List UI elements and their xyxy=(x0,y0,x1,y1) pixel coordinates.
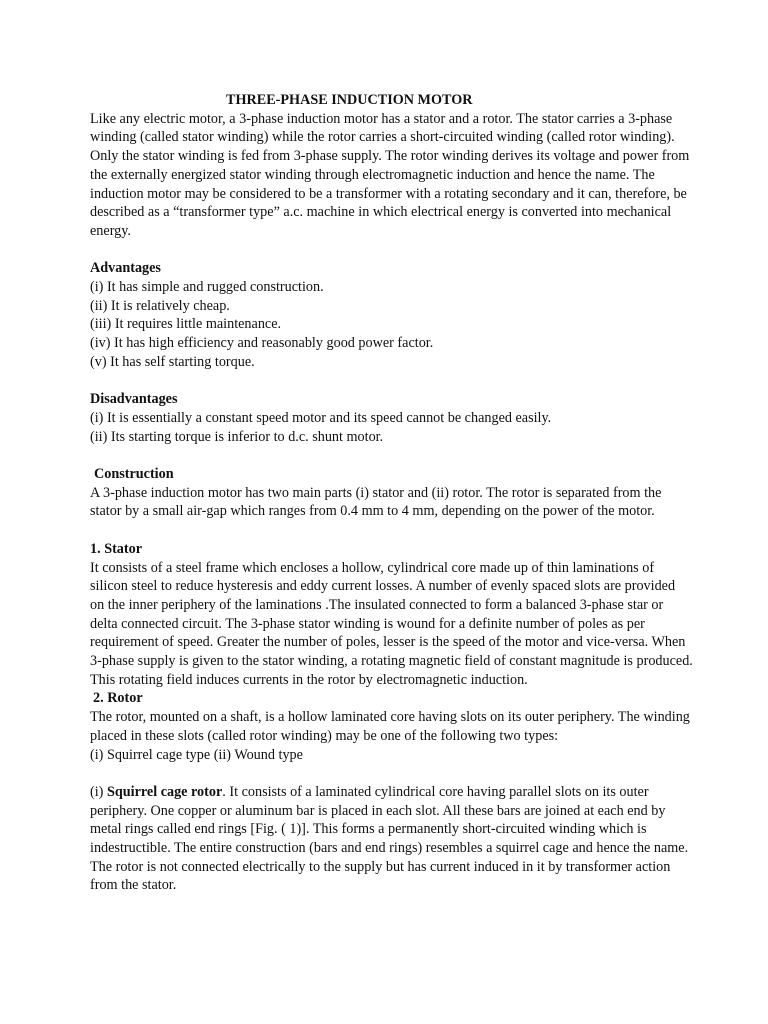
stator-line: This rotating field induces currents in the rotor by electromagnetic induction. xyxy=(90,671,528,688)
construction-heading: Construction xyxy=(94,466,174,483)
construction-line: stator by a small air-gap which ranges from 0.4 mm to 4 mm, depending on the power of the motor. xyxy=(90,503,655,520)
stator-line: delta connected circuit. The 3-phase stator winding is wound for a definite number of poles as per xyxy=(90,615,645,632)
squirrel-cage-line: The rotor is not connected electrically to the supply but has current induced in it by transformer action xyxy=(90,858,671,875)
squirrel-cage-line xyxy=(90,783,690,802)
intro-line: the externally energized stator winding through electromagnetic induction and hence the name. The xyxy=(90,166,655,183)
advantage-item: (iii) It requires little maintenance. xyxy=(90,316,282,333)
disadvantage-item: (ii) Its starting torque is inferior to d.c. shunt motor. xyxy=(90,428,384,445)
construction-line: A 3-phase induction motor has two main parts (i) stator and (ii) rotor. The rotor is separated from the xyxy=(90,484,662,501)
stator-line: on the inner periphery of the laminations .The insulated connected to form a balanced 3-phase star or xyxy=(90,596,664,613)
squirrel-cage-line: indestructible. The entire construction (bars and end rings) resembles a squirrel cage and hence the name. xyxy=(90,840,689,857)
squirrel-cage-term: Squirrel cage rotor xyxy=(106,783,223,800)
rotor-line: (i) Squirrel cage type (ii) Wound type xyxy=(90,746,303,763)
advantages-heading: Advantages xyxy=(90,260,161,277)
squirrel-first-rest: . It consists of a laminated cylindrical core having parallel slots on its outer xyxy=(222,783,649,800)
intro-line: Like any electric motor, a 3-phase induction motor has a stator and a rotor. The stator carries a 3-phase xyxy=(90,110,673,127)
stator-line: 3-phase supply is given to the stator winding, a rotating magnetic field of constant magnitude is produced. xyxy=(90,653,693,670)
stator-heading: 1. Stator xyxy=(90,540,143,557)
document-title: THREE-PHASE INDUCTION MOTOR xyxy=(226,92,473,108)
squirrel-cage-line: metal rings called end rings [Fig. ( 1)]. This forms a permanently short-circuited winding which is xyxy=(90,821,647,838)
advantage-item: (ii) It is relatively cheap. xyxy=(90,297,230,314)
intro-line: induction motor may be considered to be a transformer with a rotating secondary and it can, therefore, be xyxy=(90,185,687,202)
advantage-item: (i) It has simple and rugged construction. xyxy=(90,279,324,296)
stator-line: It consists of a steel frame which encloses a hollow, cylindrical core made up of thin laminations of xyxy=(90,559,655,576)
intro-line: described as a “transformer type” a.c. machine in which electrical energy is converted into mechanical xyxy=(90,204,672,221)
intro-line: Only the stator winding is fed from 3-phase supply. The rotor winding derives its voltage and power from xyxy=(90,148,690,165)
squirrel-cage-line: from the stator. xyxy=(90,877,177,894)
advantage-item: (iv) It has high efficiency and reasonably good power factor. xyxy=(90,335,434,352)
disadvantages-heading: Disadvantages xyxy=(90,391,178,408)
squirrel-prefix: (i) xyxy=(90,783,107,800)
rotor-line: The rotor, mounted on a shaft, is a hollow laminated core having slots on its outer periphery. The winding xyxy=(90,709,690,726)
stator-line: silicon steel to reduce hysteresis and eddy current losses. A number of evenly spaced slots are provided xyxy=(90,578,676,595)
squirrel-cage-line: periphery. One copper or aluminum bar is placed in each slot. All these bars are joined at each end by xyxy=(90,802,666,819)
disadvantage-item: (i) It is essentially a constant speed motor and its speed cannot be changed easily. xyxy=(90,409,552,426)
intro-line: winding (called stator winding) while the rotor carries a short-circuited winding (called rotor winding). xyxy=(90,129,675,146)
advantage-item: (v) It has self starting torque. xyxy=(90,353,255,370)
rotor-line: placed in these slots (called rotor winding) may be one of the following two types: xyxy=(90,727,559,744)
intro-line: energy. xyxy=(90,222,131,239)
stator-line: requirement of speed. Greater the number of poles, lesser is the speed of the motor and vice-versa. When xyxy=(90,634,686,651)
rotor-heading: 2. Rotor xyxy=(93,690,143,707)
document-page xyxy=(90,91,693,895)
